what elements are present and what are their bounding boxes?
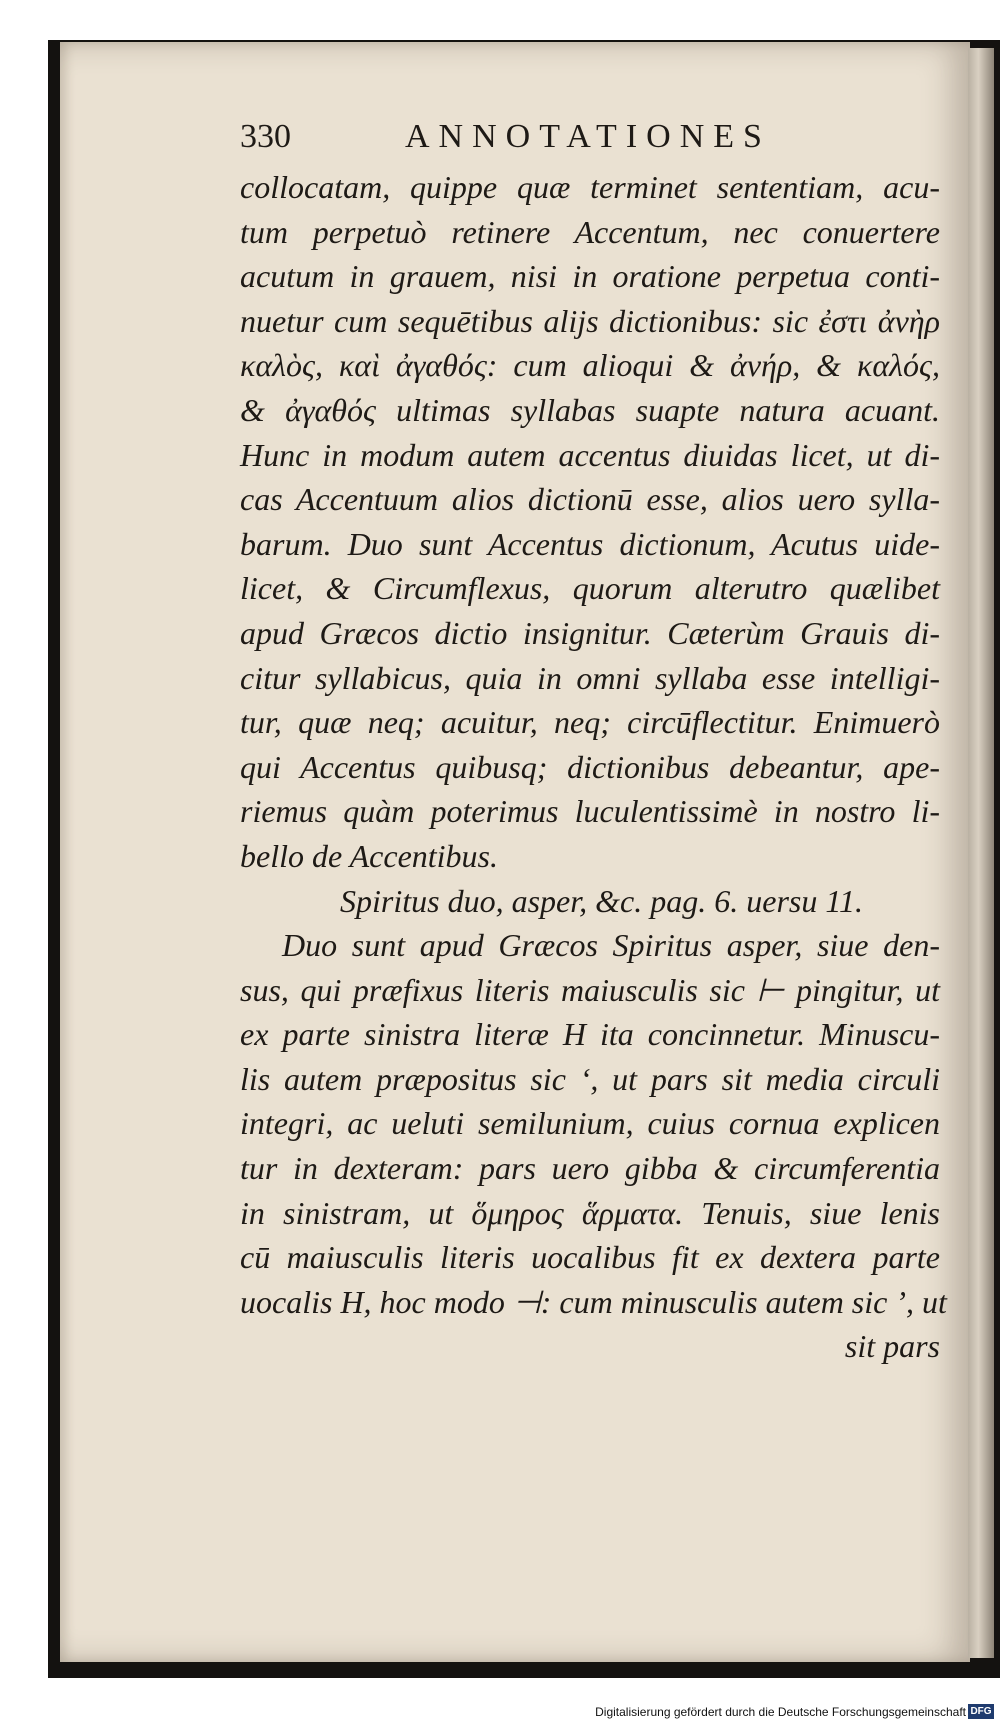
text-line: uocalis H, hoc modo ⊣: cum minusculis autem sic ’, ut bbox=[240, 1283, 947, 1320]
text-line: Duo sunt apud Græcos Spiritus asper, siue den- bbox=[282, 927, 940, 964]
text-line: nuetur cum sequētibus alijs dictionibus: sic ἐστι ἀνὴρ bbox=[240, 302, 940, 339]
text-line: & ἀγαθός ultimas syllabas suapte natura acuant. bbox=[240, 391, 940, 428]
text-line: barum. Duo sunt Accentus dictionum, Acutus uide- bbox=[240, 525, 940, 562]
text-line: tur, quæ neq; acuitur, neq; circūflectitur. Enimuerò bbox=[240, 704, 940, 741]
text-line: apud Græcos dictio insignitur. Cæterùm Grauis di- bbox=[240, 614, 940, 651]
text-line: Hunc in modum autem accentus diuidas licet, ut di- bbox=[240, 436, 940, 473]
text-line: acutum in grauem, nisi in oratione perpetua conti- bbox=[240, 258, 940, 295]
text-line: tur in dexteram: pars uero gibba & circumferentia bbox=[240, 1150, 940, 1187]
text-line: in sinistram, ut ὅμηρος ἅρματα. Tenuis, siue lenis bbox=[240, 1194, 940, 1231]
body-text bbox=[240, 165, 947, 1369]
text-line: tum perpetuò retinere Accentum, nec conuertere bbox=[240, 213, 940, 250]
text-line: καλὸς, καὶ ἀγαθός: cum alioqui & ἀνήρ, & καλός, bbox=[240, 347, 940, 384]
text-line: collocatam, quippe quæ terminet sententiam, acu- bbox=[240, 169, 940, 205]
text-line: cū maiusculis literis uocalibus fit ex dextera parte bbox=[240, 1239, 940, 1276]
footer-credit: Digitalisierung gefördert durch die Deutsche Forschungsgemeinschaft bbox=[595, 1705, 966, 1719]
text-line: sus, qui præfixus literis maiusculis sic ⊢ pingitur, ut bbox=[240, 971, 940, 1008]
running-head: ANNOTATIONES bbox=[405, 118, 771, 155]
section-heading: Spiritus duo, asper, &c. pag. 6. uersu 11. bbox=[340, 882, 863, 919]
page-number: 330 bbox=[240, 118, 291, 155]
text-line: integri, ac ueluti semilunium, cuius cornua explicen bbox=[240, 1105, 940, 1142]
text-line: citur syllabicus, quia in omni syllaba esse intelligi- bbox=[240, 659, 940, 696]
text-line: bello de Accentibus. bbox=[240, 837, 498, 874]
text-line: ex parte sinistra literæ H ita concinnetur. Minuscu- bbox=[240, 1016, 940, 1053]
text-line: cas Accentuum alios dictionū esse, alios uero sylla- bbox=[240, 481, 940, 518]
page-edge bbox=[968, 48, 994, 1658]
text-line: qui Accentus quibusq; dictionibus debeantur, ape- bbox=[240, 748, 940, 785]
catchword: sit pars bbox=[844, 1328, 940, 1365]
text-line: licet, & Circumflexus, quorum alterutro quælibet bbox=[240, 570, 940, 607]
dfg-logo: DFG bbox=[968, 1704, 994, 1719]
text-line: riemus quàm poterimus luculentissimè in nostro li- bbox=[240, 793, 940, 830]
page-header bbox=[240, 118, 840, 158]
text-line: lis autem præpositus sic ‘, ut pars sit media circuli bbox=[240, 1060, 940, 1097]
